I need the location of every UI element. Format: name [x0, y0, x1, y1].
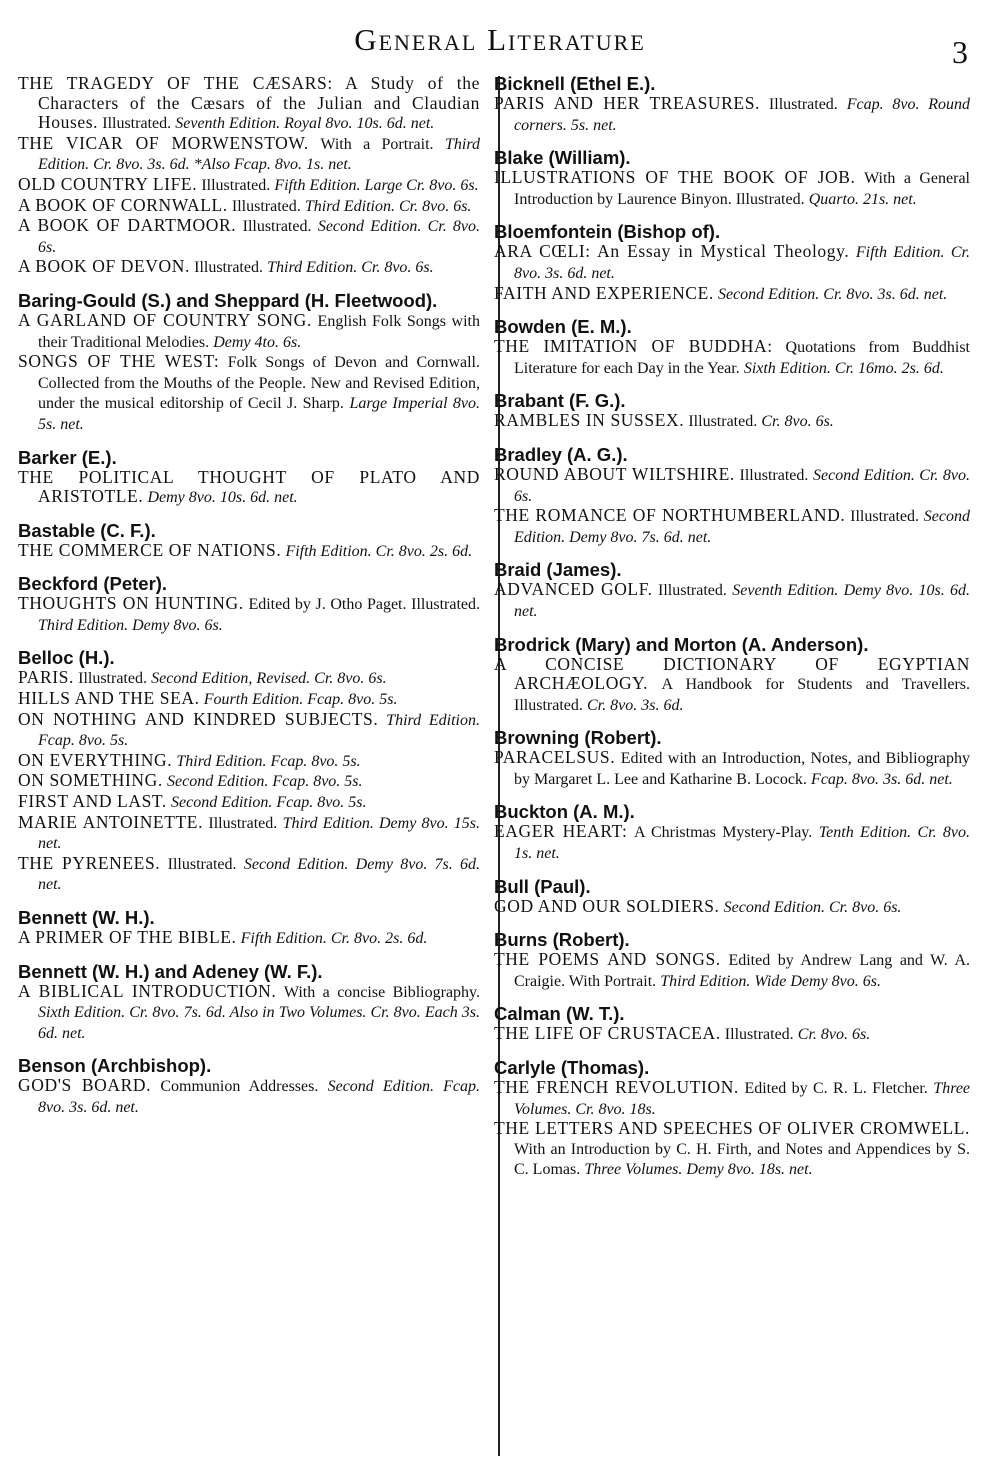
right-column — [494, 74, 970, 1193]
book-edition-price: Third Edition. Demy 8vo. 6s. — [38, 616, 223, 634]
book-title: THE IMITATION OF BUDDHA: — [494, 336, 773, 357]
book-title: HILLS AND THE SEA. — [18, 688, 200, 709]
catalogue-entry — [18, 962, 480, 1044]
book-edition-price: Sixth Edition. Cr. 16mo. 2s. 6d. — [743, 359, 944, 377]
book-listing — [18, 689, 480, 710]
book-description: Quotations from Buddhist Literature for each Day in the Year. — [514, 339, 970, 377]
book-title: THE PYRENEES. — [18, 852, 161, 873]
author-name: Burns (Robert). — [494, 929, 630, 951]
catalogue-entry — [18, 574, 480, 635]
book-title: OLD COUNTRY LIFE. — [18, 173, 198, 194]
book-edition-price: Second Edition. Demy 8vo. 7s. 6d. net. — [514, 508, 970, 546]
book-listing — [18, 751, 480, 772]
author-name: Bradley (A. G.). — [494, 443, 628, 465]
book-description: Illustrated. — [167, 855, 237, 873]
book-description: Illustrated. — [658, 582, 727, 600]
page-number: 3 — [952, 34, 968, 70]
catalogue-entry — [494, 222, 970, 304]
book-listing — [18, 541, 480, 562]
book-description: Illustrated. — [768, 96, 838, 113]
book-listing — [18, 352, 480, 434]
left-column — [18, 74, 480, 1131]
book-description: Illustrated. — [102, 115, 172, 133]
book-description: With a Portrait. — [320, 135, 434, 153]
book-listing — [18, 74, 480, 134]
author-name: Braid (James). — [494, 559, 622, 581]
book-title: ARA CŒLI: An Essay in Mystical Theology. — [494, 241, 850, 262]
book-title: FAITH AND EXPERIENCE. — [494, 282, 714, 303]
book-listing — [494, 822, 970, 863]
book-listing — [494, 168, 970, 209]
book-edition-price: Fcap. 8vo. 3s. 6d. net. — [811, 770, 953, 788]
book-title: THE LIFE OF CRUSTACEA. — [494, 1023, 721, 1044]
catalogue-entry — [494, 930, 970, 991]
book-listing — [18, 813, 480, 854]
catalogue-entry — [494, 1004, 970, 1045]
catalogue-entry — [494, 148, 970, 209]
book-listing — [494, 506, 970, 547]
book-edition-price: Demy 8vo. 10s. 6d. net. — [147, 489, 298, 507]
book-listing — [494, 897, 970, 918]
book-edition-price: Second Edition. Cr. 8vo. 3s. 6d. net. — [717, 285, 948, 303]
book-edition-price: Large Imperial 8vo. 5s. net. — [38, 395, 481, 433]
book-edition-price: Fifth Edition. Large Cr. 8vo. 6s. — [274, 176, 479, 194]
book-edition-price: Third Edition. Wide Demy 8vo. 6s. — [660, 972, 881, 990]
book-listing — [18, 928, 480, 949]
book-listing — [18, 468, 480, 508]
book-title: MARIE ANTOINETTE. — [18, 811, 204, 832]
book-edition-price: Cr. 8vo. 6s. — [797, 1026, 871, 1044]
catalogue-entry — [18, 908, 480, 949]
book-edition-price: Second Edition. Fcap. 8vo. 5s. — [167, 773, 363, 791]
book-title: ON NOTHING AND KINDRED SUBJECTS. — [18, 708, 379, 729]
book-listing — [494, 950, 970, 991]
book-title: A GARLAND OF COUNTRY SONG. — [18, 309, 312, 330]
book-edition-price: Third Edition. Fcap. 8vo. 5s. — [176, 752, 361, 770]
book-listing — [18, 196, 480, 217]
catalogue-entry — [494, 802, 970, 863]
author-name: Belloc (H.). — [18, 647, 115, 669]
book-description: Illustrated. — [724, 1026, 794, 1044]
book-edition-price: Fourth Edition. Fcap. 8vo. 5s. — [203, 691, 398, 709]
book-title: SONGS OF THE WEST: — [18, 351, 220, 372]
book-description: Illustrated. — [231, 197, 301, 215]
book-edition-price: Second Edition. Cr. 8vo. 6s. — [723, 898, 902, 916]
author-name: Baring-Gould (S.) and Sheppard (H. Fleetwood). — [18, 289, 438, 311]
book-edition-price: Three Volumes. Demy 8vo. 18s. net. — [584, 1161, 813, 1179]
book-edition-price: Seventh Edition. Demy 8vo. 10s. 6d. net. — [514, 582, 971, 620]
book-listing — [18, 311, 480, 352]
book-edition-price: Third Edition. Cr. 8vo. 6s. — [267, 259, 434, 277]
book-listing — [18, 134, 480, 175]
author-name: Bennett (W. H.) and Adeney (W. F.). — [18, 960, 323, 982]
author-name: Bastable (C. F.). — [18, 519, 156, 541]
book-listing — [494, 411, 970, 432]
book-title: THE POEMS AND SONGS. — [494, 949, 721, 970]
book-title: RAMBLES IN SUSSEX. — [494, 410, 685, 431]
book-description: With a concise Bibliography. — [283, 983, 481, 1001]
page-header — [0, 18, 1000, 68]
book-edition-price: Second Edition. Fcap. 8vo. 5s. — [171, 794, 367, 812]
catalogue-entry — [18, 74, 480, 278]
author-name: Bull (Paul). — [494, 875, 591, 897]
author-name: Carlyle (Thomas). — [494, 1057, 650, 1079]
book-description: Edited by Andrew Lang and W. A. Craigie. With Portrait. — [514, 952, 971, 990]
book-edition-price: Third Edition. Demy 8vo. 15s. net. — [38, 814, 481, 853]
catalogue-entry — [494, 560, 970, 621]
book-title: THE LETTERS AND SPEECHES OF OLIVER CROMWELL. — [494, 1118, 970, 1139]
author-name: Buckton (A. M.). — [494, 801, 635, 823]
catalogue-entry — [494, 877, 970, 918]
book-edition-price: Fifth Edition. Cr. 8vo. 3s. 6d. net. — [514, 244, 970, 282]
book-title: ON SOMETHING. — [18, 770, 163, 791]
book-description: Illustrated. — [242, 218, 312, 236]
book-title: THE TRAGEDY OF THE CÆSARS: A Study of the Characters of the Cæsars of the Julian and Claudian Houses. — [18, 73, 480, 133]
book-edition-price: Three Volumes. Cr. 8vo. 18s. — [514, 1080, 971, 1118]
book-description: Illustrated. — [208, 814, 278, 832]
book-title: THE VICAR OF MORWENSTOW. — [18, 132, 309, 153]
book-title: A BOOK OF DEVON. — [18, 256, 190, 277]
author-name: Bowden (E. M.). — [494, 316, 632, 338]
book-listing — [494, 1119, 970, 1180]
book-edition-price: Fifth Edition. Cr. 8vo. 2s. 6d. — [285, 542, 473, 560]
book-edition-price: Second Edition. Fcap. 8vo. 3s. 6d. net. — [38, 1078, 480, 1116]
catalogue-entry — [494, 445, 970, 547]
book-listing — [18, 175, 480, 196]
book-listing — [18, 594, 480, 635]
book-edition-price: Second Edition. Cr. 8vo. 6s. — [38, 218, 481, 256]
book-description: A Handbook for Students and Travellers. Illustrated. — [514, 676, 971, 714]
book-edition-price: Seventh Edition. Royal 8vo. 10s. 6d. net. — [175, 115, 435, 133]
book-listing — [494, 284, 970, 305]
book-title: A PRIMER OF THE BIBLE. — [18, 927, 237, 947]
book-listing — [494, 1078, 970, 1119]
catalogue-entry — [494, 728, 970, 789]
book-title: ROUND ABOUT WILTSHIRE. — [494, 463, 735, 484]
book-title: PARIS. — [18, 667, 74, 688]
book-title: ON EVERYTHING. — [18, 749, 173, 770]
book-edition-price: Cr. 8vo. 3s. 6d. — [587, 696, 684, 714]
book-title: THOUGHTS ON HUNTING. — [18, 593, 244, 614]
book-title: GOD AND OUR SOLDIERS. — [494, 895, 720, 916]
book-description: English Folk Songs with their Traditional Melodies. — [38, 312, 480, 351]
book-edition-price: Cr. 8vo. 6s. — [761, 413, 834, 431]
book-description: Illustrated. — [78, 670, 147, 688]
book-listing — [494, 242, 970, 283]
book-listing — [494, 655, 970, 716]
page-title: General Literature — [354, 22, 646, 57]
book-title: THE POLITICAL THOUGHT OF PLATO AND ARISTOTLE. — [18, 466, 480, 507]
book-title: THE COMMERCE OF NATIONS. — [18, 539, 282, 560]
book-description: Edited with an Introduction, Notes, and Bibliography by Margaret L. Lee and Katharine B. Locock. — [514, 750, 970, 788]
book-description: Illustrated. — [201, 176, 271, 194]
book-edition-price: Third Edition. Cr. 8vo. 3s. 6d. *Also Fcap. 8vo. 1s. net. — [38, 135, 480, 174]
book-edition-price: Sixth Edition. Cr. 8vo. 7s. 6d. Also in Two Volumes. Cr. 8vo. Each 3s. 6d. net. — [38, 1004, 480, 1042]
book-description: Illustrated. — [194, 259, 263, 277]
book-edition-price: Quarto. 21s. net. — [808, 190, 917, 208]
book-description: Illustrated. — [688, 413, 758, 431]
book-edition-price: Tenth Edition. Cr. 8vo. 1s. net. — [514, 824, 971, 863]
book-listing — [494, 94, 970, 135]
author-name: Bloemfontein (Bishop of). — [494, 221, 721, 243]
book-title: PARIS AND HER TREASURES. — [494, 93, 761, 113]
book-listing — [18, 710, 480, 751]
author-name: Beckford (Peter). — [18, 573, 168, 595]
catalogue-entry — [494, 1058, 970, 1180]
book-description: Folk Songs of Devon and Cornwall. Collected from the Mouths of the People. New and Revised Edition, under the musical editorship of Cecil J. Sharp. — [38, 354, 480, 413]
author-name: Bennett (W. H.). — [18, 907, 155, 928]
book-edition-price: Third Edition. Cr. 8vo. 6s. — [304, 197, 472, 215]
book-edition-price: Fcap. 8vo. Round corners. 5s. net. — [514, 96, 971, 134]
book-description: Communion Addresses. — [160, 1078, 319, 1096]
book-listing — [494, 748, 970, 789]
book-listing — [494, 1024, 970, 1045]
book-listing — [494, 337, 970, 378]
catalogue-entry — [18, 448, 480, 508]
book-edition-price: Second Edition. Demy 8vo. 7s. 6d. net. — [38, 855, 481, 894]
book-title: ILLUSTRATIONS OF THE BOOK OF JOB. — [494, 167, 856, 188]
book-description: With a General Introduction by Laurence Binyon. Illustrated. — [514, 170, 970, 208]
author-name: Benson (Archbishop). — [18, 1055, 212, 1077]
book-listing — [18, 257, 480, 278]
book-listing — [18, 792, 480, 813]
book-title: GOD'S BOARD. — [18, 1075, 152, 1096]
book-listing — [494, 580, 970, 621]
catalogue-entry — [18, 291, 480, 435]
catalogue-entry — [494, 317, 970, 378]
catalogue-entry — [494, 74, 970, 135]
book-title: THE FRENCH REVOLUTION. — [494, 1077, 739, 1098]
book-title: EAGER HEART: — [494, 821, 628, 842]
book-description: A Christmas Mystery-Play. — [633, 824, 813, 842]
catalogue-entry — [494, 635, 970, 716]
author-name: Brodrick (Mary) and Morton (A. Anderson). — [494, 633, 869, 655]
book-listing — [494, 465, 970, 506]
author-name: Barker (E.). — [18, 446, 117, 468]
book-listing — [18, 771, 480, 792]
book-title: A CONCISE DICTIONARY OF EGYPTIAN ARCHÆOLOGY. — [494, 653, 970, 694]
book-description: Illustrated. — [850, 508, 920, 526]
author-name: Calman (W. T.). — [494, 1003, 625, 1025]
book-listing — [18, 854, 480, 895]
book-title: A BOOK OF CORNWALL. — [18, 194, 228, 215]
book-title: THE ROMANCE OF NORTHUMBERLAND. — [494, 505, 846, 526]
book-title: ADVANCED GOLF. — [494, 579, 653, 600]
book-description: With an Introduction by C. H. Firth, and Notes and Appendices by S. C. Lomas. — [514, 1140, 970, 1179]
book-description: Edited by C. R. L. Fletcher. — [744, 1080, 928, 1098]
book-description: Illustrated. — [739, 466, 809, 484]
catalogue-entry — [18, 1056, 480, 1117]
book-edition-price: Second Edition, Revised. Cr. 8vo. 6s. — [151, 670, 387, 688]
book-listing — [18, 1076, 480, 1117]
catalogue-entry — [18, 648, 480, 895]
book-title: A BOOK OF DARTMOOR. — [18, 215, 237, 236]
author-name: Browning (Robert). — [494, 727, 662, 749]
catalogue-entry — [494, 391, 970, 432]
catalogue-entry — [18, 521, 480, 562]
author-name: Brabant (F. G.). — [494, 390, 626, 412]
book-edition-price: Second Edition. Cr. 8vo. 6s. — [514, 466, 971, 505]
book-edition-price: Demy 4to. 6s. — [213, 333, 302, 351]
author-name: Bicknell (Ethel E.). — [494, 73, 656, 94]
book-title: A BIBLICAL INTRODUCTION. — [18, 980, 277, 1001]
book-listing — [18, 982, 480, 1044]
book-title: FIRST AND LAST. — [18, 791, 167, 812]
author-name: Blake (William). — [494, 147, 631, 169]
book-edition-price: Fifth Edition. Cr. 8vo. 2s. 6d. — [240, 930, 428, 947]
book-edition-price: Third Edition. Fcap. 8vo. 5s. — [38, 711, 480, 750]
book-title: PARACELSUS. — [494, 747, 616, 768]
book-listing — [18, 668, 480, 689]
book-listing — [18, 216, 480, 257]
book-description: Edited by J. Otho Paget. Illustrated. — [248, 596, 480, 614]
